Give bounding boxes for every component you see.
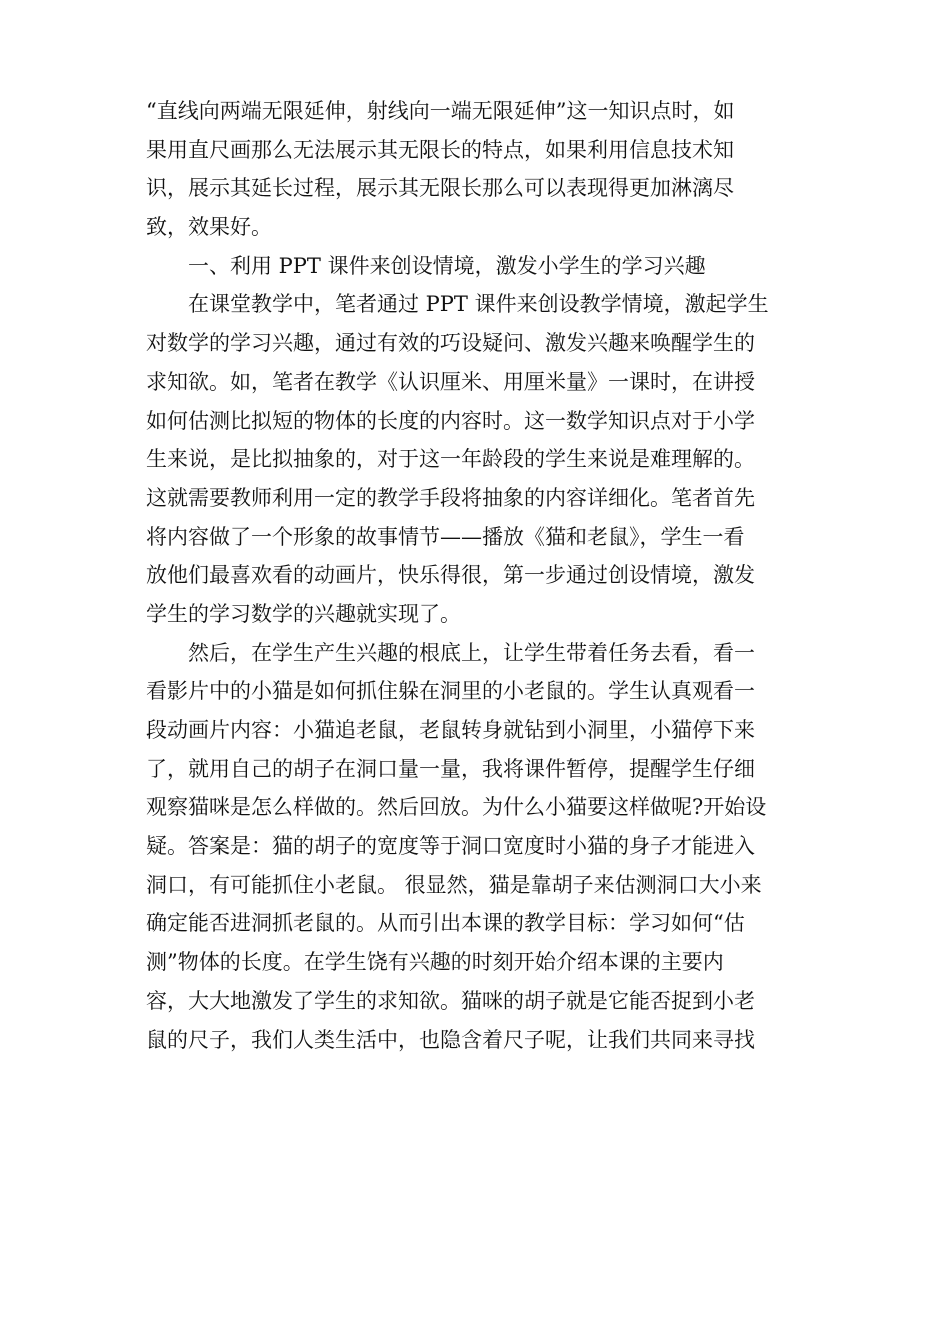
text-line: 求知欲。如，笔者在教学《认识厘米、用厘米量》一课时，在讲授 bbox=[146, 369, 755, 394]
text-line: 学生的学习数学的兴趣就实现了。 bbox=[146, 601, 461, 626]
text-line: 识，展示其延长过程，展示其无限长那么可以表现得更加淋漓尽 bbox=[146, 176, 734, 201]
text-line: 测”物体的长度。在学生饶有兴趣的时刻开始介绍本课的主要内 bbox=[146, 950, 724, 975]
text-line: “直线向两端无限延伸，射线向一端无限延伸”这一知识点时，如 bbox=[146, 99, 735, 123]
section-heading: 一、利用 PPT 课件来创设情境，激发小学生的学习兴趣 bbox=[146, 253, 706, 278]
text-line: 将内容做了一个形象的故事情节——播放《猫和老鼠》，学生一看 bbox=[146, 524, 745, 549]
text-line: 放他们最喜欢看的动画片，快乐得很，第一步通过创设情境，激发 bbox=[146, 563, 755, 588]
text-line: 疑。答案是：猫的胡子的宽度等于洞口宽度时小猫的身子才能进入 bbox=[146, 834, 755, 859]
text-line: 洞口，有可能抓住小老鼠。 很显然，猫是靠胡子来估测洞口大小来 bbox=[146, 872, 762, 897]
text-line: 对数学的学习兴趣，通过有效的巧设疑问、激发兴趣来唤醒学生的 bbox=[146, 331, 755, 356]
text-line: 果用直尺画那么无法展示其无限长的特点，如果利用信息技术知 bbox=[146, 137, 734, 162]
text-line: 生来说，是比拟抽象的，对于这一年龄段的学生来说是难理解的。 bbox=[146, 447, 755, 472]
text-line: 然后，在学生产生兴趣的根底上，让学生带着任务去看，看一 bbox=[146, 640, 755, 665]
text-line: 这就需要教师利用一定的教学手段将抽象的内容详细化。笔者首先 bbox=[146, 485, 755, 510]
text-line: 观察猫咪是怎么样做的。然后回放。为什么小猫要这样做呢?开始设 bbox=[146, 795, 767, 820]
text-line: 确定能否进洞抓老鼠的。从而引出本课的教学目标：学习如何“估 bbox=[146, 911, 745, 936]
text-line: 容，大大地激发了学生的求知欲。猫咪的胡子就是它能否捉到小老 bbox=[146, 988, 755, 1013]
text-line: 在课堂教学中，笔者通过 PPT 课件来创设教学情境，激起学生 bbox=[146, 292, 769, 317]
text-line: 看影片中的小猫是如何抓住躲在洞里的小老鼠的。学生认真观看一 bbox=[146, 679, 755, 704]
text-line: 致，效果好。 bbox=[146, 215, 272, 240]
text-line: 如何估测比拟短的物体的长度的内容时。这一数学知识点对于小学 bbox=[146, 408, 755, 433]
text-line: 鼠的尺子，我们人类生活中，也隐含着尺子呢，让我们共同来寻找 bbox=[146, 1027, 755, 1052]
text-line: 段动画片内容：小猫追老鼠，老鼠转身就钻到小洞里，小猫停下来 bbox=[146, 718, 755, 742]
document-body-text bbox=[146, 92, 816, 1059]
text-line: 了，就用自己的胡子在洞口量一量，我将课件暂停，提醒学生仔细 bbox=[146, 756, 755, 781]
